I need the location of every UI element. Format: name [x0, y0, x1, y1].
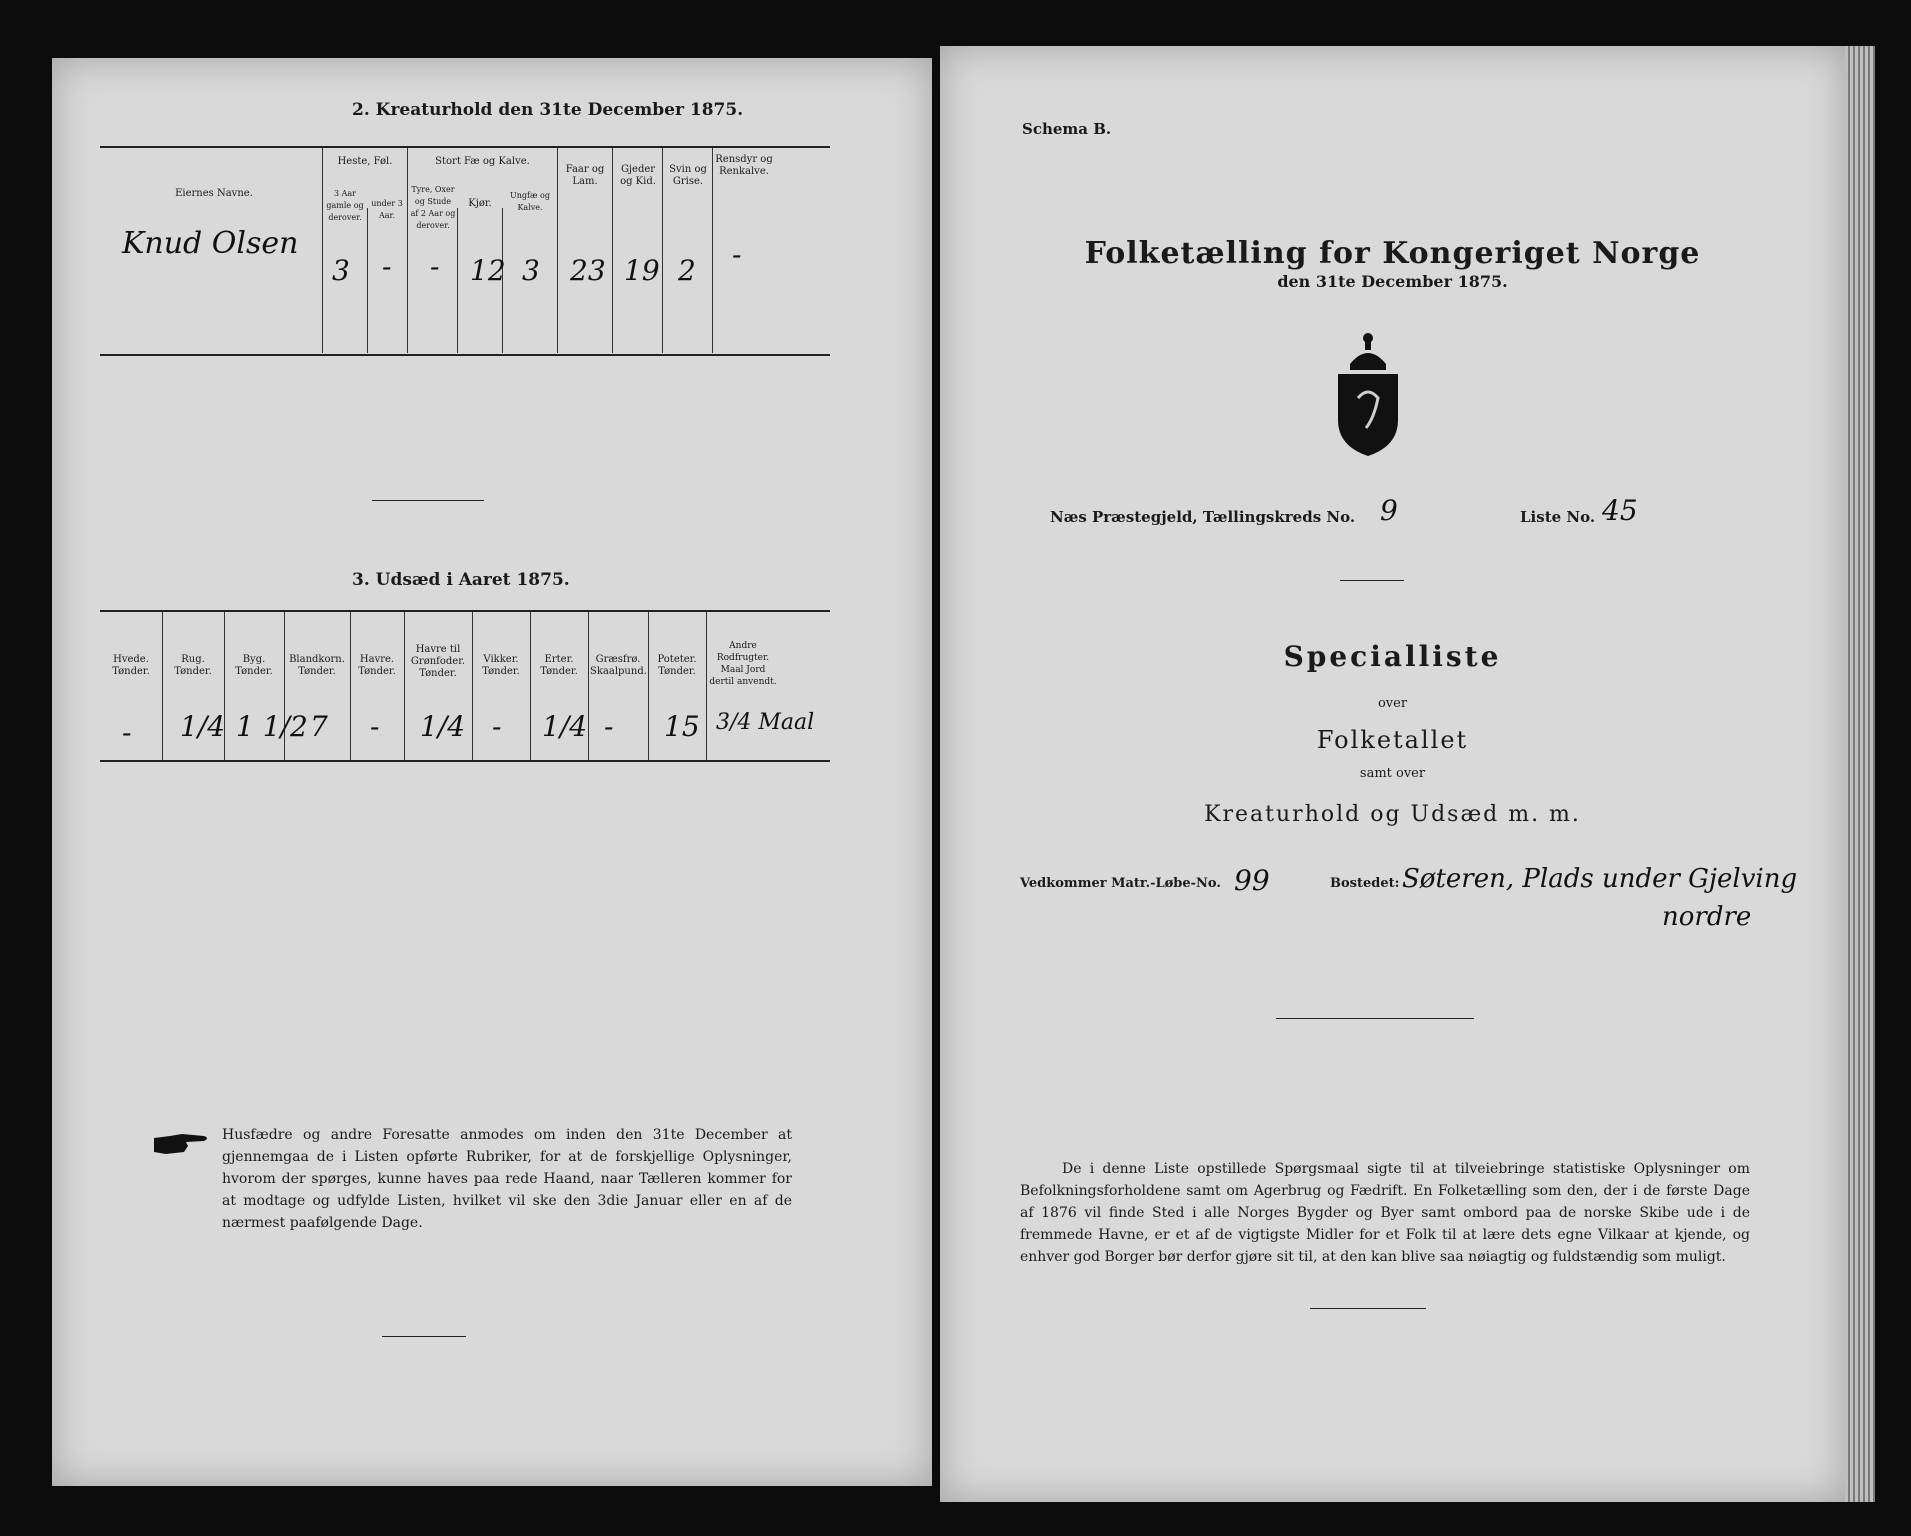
- table3-bottom-rule: [100, 760, 830, 762]
- bostedet-label: Bostedet:: [1330, 876, 1400, 891]
- left-page: [52, 58, 932, 1486]
- poteter-value: 15: [664, 710, 700, 743]
- ungfae-value: 3: [522, 254, 540, 287]
- samt-over-label: samt over: [1359, 766, 1426, 781]
- havre-gron-value: 1/4: [420, 710, 466, 743]
- col-byg: Byg. Tønder.: [235, 654, 273, 677]
- bostedet-value: Søteren, Plads under Gjelving: [1402, 864, 1798, 894]
- rug-value: 1/4: [180, 710, 226, 743]
- table2-top-rule: [100, 146, 830, 148]
- hvede-value: -: [122, 716, 132, 749]
- table2-bottom-rule: [100, 354, 830, 356]
- main-title: Folketælling for Kongeriget Norge: [1084, 236, 1701, 271]
- over-label: over: [1377, 696, 1408, 711]
- bostedet-value-2: nordre: [1662, 902, 1752, 932]
- heste-3aar-value: 3: [332, 254, 350, 287]
- col-heste: Heste, Føl.: [337, 156, 393, 167]
- liste-no: 45: [1602, 494, 1638, 527]
- col-gjeder: Gjeder og Kid.: [620, 164, 656, 187]
- pointing-hand-icon: [152, 1130, 212, 1158]
- col-rug: Rug. Tønder.: [174, 654, 212, 677]
- col-graesfro: Græsfrø. Skaalpund.: [590, 654, 647, 677]
- col-hvede: Hvede. Tønder.: [112, 654, 150, 677]
- havre-value: -: [370, 710, 380, 743]
- gjeder-value: 19: [624, 254, 660, 287]
- col-havre: Havre. Tønder.: [358, 654, 396, 677]
- byg-value: 1 1/2: [236, 710, 308, 743]
- section2-title: 2. Kreaturhold den 31te December 1875.: [352, 100, 744, 120]
- col-vikker: Vikker. Tønder.: [482, 654, 520, 677]
- vikker-value: 1/4: [542, 710, 588, 743]
- col-poteter: Poteter. Tønder.: [657, 654, 697, 677]
- owner-name-value: Knud Olsen: [122, 226, 299, 261]
- graesfro-value: -: [604, 710, 614, 743]
- folketallet-title: Folketallet: [1316, 726, 1469, 754]
- kreaturhold-title: Kreaturhold og Udsæd m. m.: [1204, 802, 1581, 827]
- col-andre: Andre Rodfrugter. Maal Jord dertil anvendt.: [709, 641, 777, 687]
- matr-no: 99: [1234, 864, 1270, 897]
- col-havre-gron: Havre til Grønfoder. Tønder.: [410, 644, 466, 679]
- col-heste-3aar: 3 Aar gamle og derover.: [326, 189, 364, 222]
- prestegjeld-label: Næs Præstegjeld, Tællingskreds No.: [1050, 508, 1356, 526]
- matr-label: Vedkommer Matr.-Løbe-No.: [1020, 876, 1221, 891]
- svin-value: 2: [678, 254, 696, 287]
- table3-top-rule: [100, 610, 830, 612]
- col-rensdyr: Rensdyr og Renkalve.: [715, 154, 773, 177]
- liste-label: Liste No.: [1520, 508, 1596, 526]
- col-owner-name: Eiernes Navne.: [175, 188, 253, 199]
- kjor-value: 12: [470, 254, 506, 287]
- col-blandkorn: Blandkorn. Tønder.: [289, 654, 345, 677]
- col-stort-fae: Stort Fæ og Kalve.: [435, 156, 530, 167]
- blandkorn-value: 7: [310, 710, 328, 743]
- specialliste-title: Specialliste: [1283, 640, 1502, 673]
- section3-title: 3. Udsæd i Aaret 1875.: [352, 570, 570, 590]
- heste-under3-value: -: [382, 250, 392, 283]
- faar-value: 23: [570, 254, 606, 287]
- notice-paragraph: Husfædre og andre Foresatte anmodes om inden den 31te December at gjennemgaa de i Listen opførte Rubriker, for at de forskjellige Oplysninger, hvorom der spørges, kunne haves paa rede Haand, naar Tælleren kommer for at modtage og udfylde Listen, hvilket vil ske den 3die Januar eller en af de nærmest paafølgende Dage.: [222, 1127, 792, 1231]
- erter-value: -: [492, 710, 502, 743]
- tellingskreds-no: 9: [1380, 494, 1398, 527]
- right-page: [940, 46, 1845, 1502]
- date-line: den 31te December 1875.: [1277, 272, 1508, 291]
- col-heste-under3: under 3 Aar.: [371, 199, 403, 220]
- tyre-value: -: [430, 250, 440, 283]
- footer-paragraph: De i denne Liste opstillede Spørgsmaal sigte til at tilveiebringe statistiske Oplysninger om Befolkningsforholdene samt om Agerbrug og Fædrift. En Folketælling som den, der i de første Dage af 1876 vil finde Sted i alle Norges Bygder og Byer samt ombord paa de norske Skibe ude i de fremmede Havne, er et af de vigtigste Midler for et Folk til at lære dets egne Vilkaar at kjende, og enhver god Borger bør derfor gjøre sit til, at den kan blive saa nøiagtig og fuldstændig som muligt.: [1020, 1161, 1750, 1265]
- col-tyre: Tyre, Oxer og Stude af 2 Aar og derover.: [410, 185, 456, 230]
- norway-coat-of-arms: [1328, 328, 1408, 458]
- schema-label: Schema B.: [1022, 120, 1112, 138]
- andre-value: 3/4 Maal: [716, 710, 815, 735]
- col-erter: Erter. Tønder.: [540, 654, 578, 677]
- col-kjor: Kjør.: [468, 198, 492, 209]
- col-svin: Svin og Grise.: [669, 164, 707, 187]
- rensdyr-value: -: [732, 238, 742, 271]
- col-faar: Faar og Lam.: [565, 164, 605, 187]
- col-ungfae: Ungfæ og Kalve.: [510, 191, 550, 212]
